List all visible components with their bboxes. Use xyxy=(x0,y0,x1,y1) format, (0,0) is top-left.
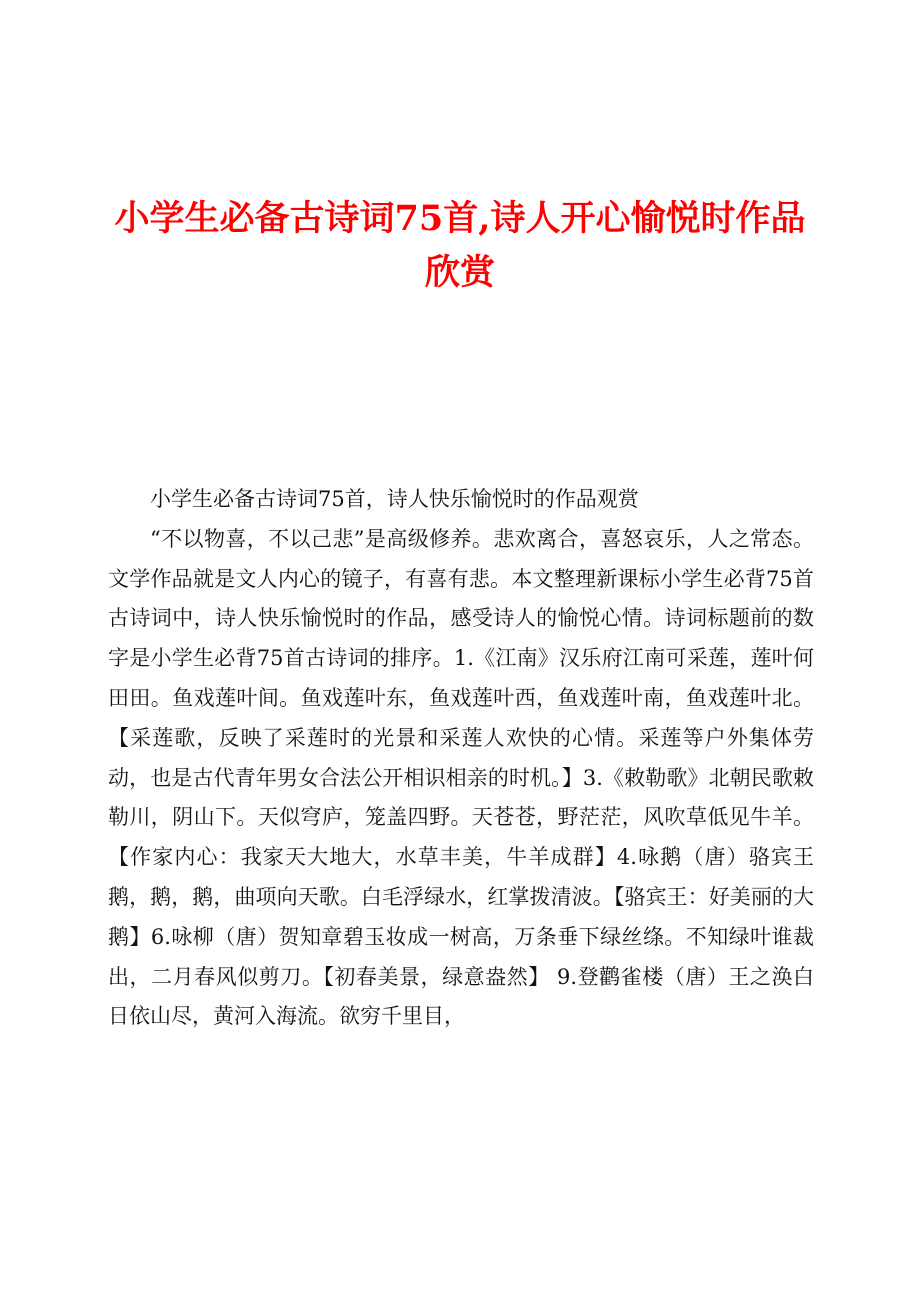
document-title: 小学生必备古诗词75首,诗人开心愉悦时作品欣赏 xyxy=(114,198,806,293)
document-subtitle: 小学生必备古诗词75首，诗人快乐愉悦时的作品观赏 xyxy=(150,487,639,511)
document-paragraph: “不以物喜，不以己悲”是高级修养。悲欢离合，喜怒哀乐，人之常态。文学作品就是文人内心的镜子，有喜有悲。本文整理新课标小学生必背75首古诗词中，诗人快乐愉悦时的作品，感受诗人的愉悦心情。诗词标题前的数字是小学生必背75首古诗词的排序。1.《江南》汉乐府江南可采莲，莲叶何田田。鱼戏莲叶间。鱼戏莲叶东，鱼戏莲叶西，鱼戏莲叶南，鱼戏莲叶北。【采莲歌，反映了采莲时的光景和采莲人欢快的心情。采莲等户外集体劳动，也是古代青年男女合法公开相识相亲的时机。】3.《敕勒歌》北朝民歌敕勒川，阴山下。天似穹庐，笼盖四野。天苍苍，野茫茫，风吹草低见牛羊。【作家内心：我家天大地大，水草丰美，牛羊成群】4.咏鹅（唐）骆宾王鹅，鹅，鹅，曲项向天歌。白毛浮绿水，红掌拨清波。【骆宾王：好美丽的大鹅】6.咏柳（唐）贺知章碧玉妆成一树高，万条垂下绿丝绦。不知绿叶谁裁出，二月春风似剪刀。【初春美景，绿意盎然】 9.登鹳雀楼（唐）王之涣白日依山尽，黄河入海流。欲穷千里目， xyxy=(108,526,814,1029)
document-body xyxy=(108,480,814,1037)
